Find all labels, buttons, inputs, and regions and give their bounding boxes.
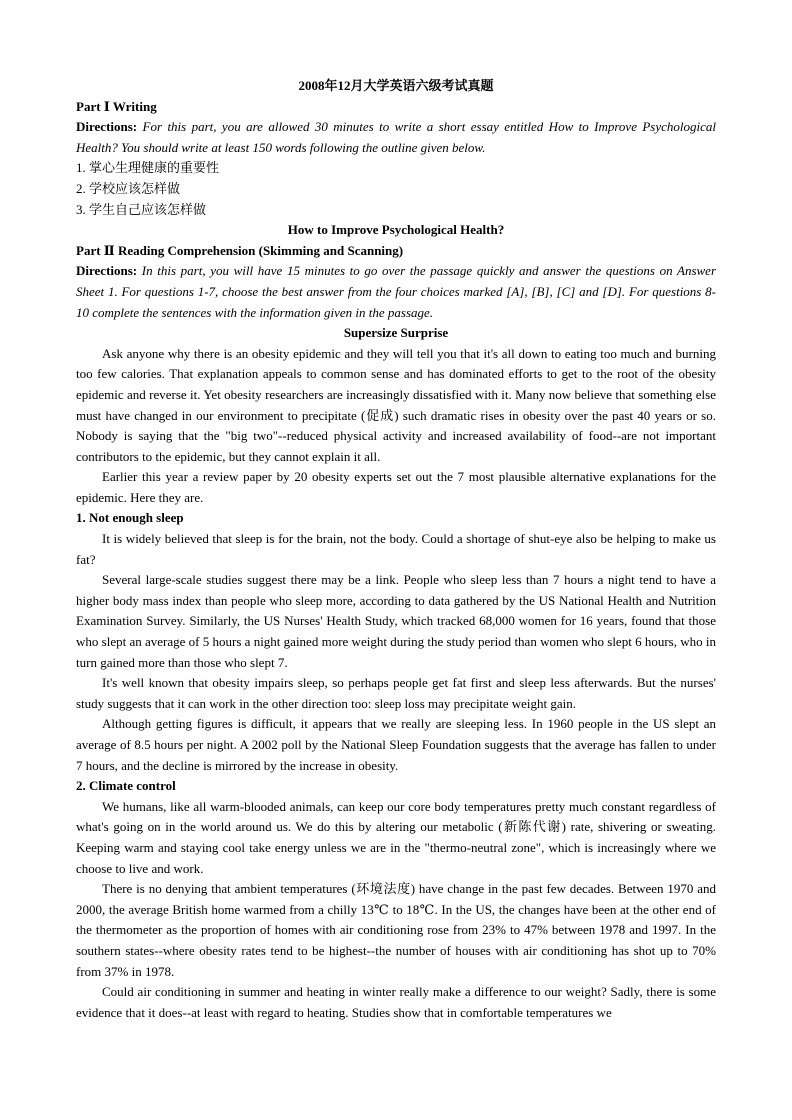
section2-paragraph-3: Could air conditioning in summer and heating in winter really make a difference to our weight? Sadly, there is some evidence that it does--at least with regard to heating. Studies show that in comfortable temperatures we — [76, 984, 716, 1020]
intro-paragraph-1: Ask anyone why there is an obesity epidemic and they will tell you that it's all down to eating too much and burning too few calories. That explanation appeals to common sense and has dominated efforts to get to the root of the obesity epidemic and reverse it. Yet obesity researchers are increasingly dissatisfied with it. Many now believe that something else must have changed in our environment to precipitate (促成) such dramatic rises in obesity over the past 40 years or so. Nobody is saying that the "big two"--reduced physical activity and increased availability of food--are not important contributors to the epidemic, but they cannot explain it all. — [76, 345, 716, 464]
section1-paragraph-3: It's well known that obesity impairs sleep, so perhaps people get fat first and sleep less afterwards. But the nurses' study suggests that it can work in the other direction too: sleep loss may precipitate weight gain. — [76, 675, 716, 711]
outline-item-3: 3. 学生自己应该怎样做 — [76, 201, 207, 217]
section2-paragraph-2: There is no denying that ambient temperatures (环境法度) have change in the past few decades. Between 1970 and 2000, the average British home warmed from a chilly 13℃ to 18℃. In the US, the changes have been at the other end of the thermometer as the proportion of homes with air conditioning rose from 23% to 47% between 1978 and 1997. In the southern states--where obesity rates tend to be highest--the number of houses with air conditioning has shot up to 70% from 37% in 1978. — [76, 881, 716, 979]
part1-heading: Part Ⅰ Writing — [76, 98, 157, 114]
outline-item-2: 2. 学校应该怎样做 — [76, 180, 181, 196]
part2-heading: Part Ⅱ Reading Comprehension (Skimming and Scanning) — [76, 242, 404, 258]
section2-heading: 2. Climate control — [76, 778, 176, 794]
essay-title: How to Improve Psychological Health? — [287, 222, 505, 238]
outline-item-1: 1. 掌心生理健康的重要性 — [76, 160, 220, 176]
directions-text: For this part, you are allowed 30 minutes to write a short essay entitled How to Improve Psychological Health? You should write at least 150 words following the outline given below. — [76, 119, 717, 155]
directions-text: In this part, you will have 15 minutes to go over the passage quickly and answer the questions on Answer Sheet 1. For questions 1-7, choose the best answer from the four choices marked [A], [B], [C] and [D]. For questions 8-10 complete the sentences with the information given in the passage. — [76, 263, 717, 320]
section2-paragraph-1: We humans, like all warm-blooded animals, can keep our core body temperatures pretty much constant regardless of what's going on in the world around us. We do this by altering our metabolic (新陈代谢) rate, shivering or sweating. Keeping warm and staying cool take energy unless we are in the "thermo-neutral zone", which is increasingly where we choose to live and work. — [76, 798, 716, 876]
section1-paragraph-2: Several large-scale studies suggest there may be a link. People who sleep less than 7 hours a night tend to have a higher body mass index than people who sleep more, according to data gathered by the US National Health and Nutrition Examination Survey. Similarly, the US Nurses' Health Study, which tracked 68,000 women for 16 years, found that those who slept an average of 5 hours a night gained more weight during the study period than women who slept 6 hours, who in turn gained more than those who slept 7. — [76, 572, 716, 670]
section1-heading: 1. Not enough sleep — [76, 510, 184, 526]
document-title: 2008年12月大学英语六级考试真题 — [298, 78, 494, 93]
part1-directions — [76, 117, 716, 158]
directions-label: Directions: — [76, 119, 138, 135]
part2-directions — [76, 261, 716, 323]
document-page — [76, 76, 716, 1023]
section1-paragraph-4: Although getting figures is difficult, it appears that we really are sleeping less. In 1960 people in the US slept an average of 8.5 hours per night. A 2002 poll by the National Sleep Foundation suggests that the average has fallen to under 7 hours, and the decline is mirrored by the increase in obesity. — [76, 716, 716, 773]
intro-paragraph-2: Earlier this year a review paper by 20 obesity experts set out the 7 most plausible alternative explanations for the epidemic. Here they are. — [76, 469, 716, 505]
passage-title: Supersize Surprise — [343, 325, 449, 341]
directions-label: Directions: — [76, 263, 138, 279]
section1-paragraph-1: It is widely believed that sleep is for the brain, not the body. Could a shortage of shut-eye also be helping to make us fat? — [76, 531, 716, 567]
